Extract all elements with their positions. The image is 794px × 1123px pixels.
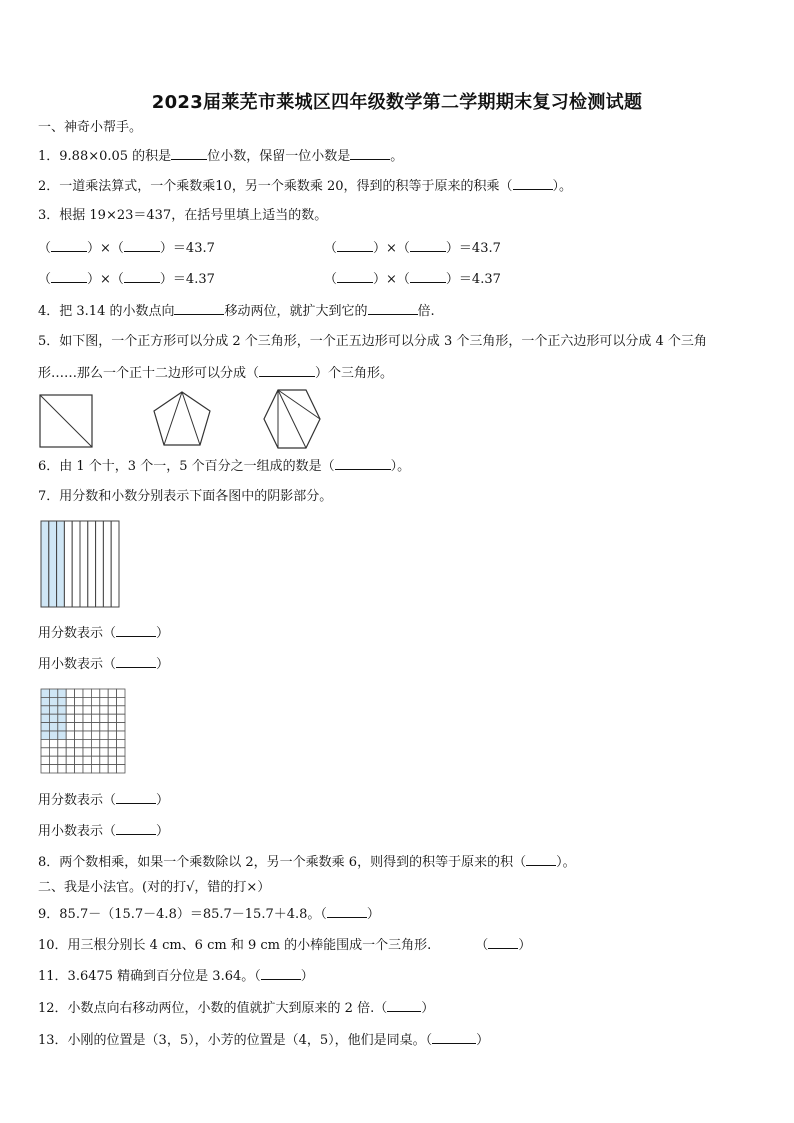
- grid-cell: [83, 756, 91, 764]
- grid-cell: [75, 697, 83, 705]
- grid-cell: [117, 706, 125, 714]
- q3-row-1-left: [38, 239, 215, 258]
- grid-cell: [75, 689, 83, 697]
- grid-cell: [75, 765, 83, 773]
- grid-cell: [83, 706, 91, 714]
- grid-cell: [66, 739, 74, 747]
- q3-result: ）＝4.37: [445, 272, 501, 287]
- q3-times: ）×（: [373, 241, 410, 256]
- strip: [111, 521, 119, 607]
- grid-cell: [100, 756, 108, 764]
- grid-cell: [108, 731, 116, 739]
- grid-cell: [100, 697, 108, 705]
- grid-cell: [41, 756, 49, 764]
- strip: [72, 521, 80, 607]
- decimal-label: 用小数表示（: [38, 824, 117, 839]
- q3-blank[interactable]: [410, 270, 446, 283]
- grid-cell: [75, 731, 83, 739]
- grid-cell: [91, 756, 99, 764]
- grid-cell: [117, 697, 125, 705]
- q3-blank[interactable]: [124, 270, 160, 283]
- q7-fig1-decimal: [38, 655, 169, 674]
- decimal-label: 用小数表示（: [38, 657, 117, 672]
- grid-cell: [91, 714, 99, 722]
- grid-cell: [83, 697, 91, 705]
- q2-text-b: ）。: [552, 179, 573, 194]
- q3-blank[interactable]: [337, 239, 373, 252]
- square-figure: [38, 393, 94, 449]
- grid-cell: [100, 723, 108, 731]
- grid-cell: [75, 748, 83, 756]
- strip-figure: [40, 520, 120, 608]
- shaded-cell: [41, 697, 49, 705]
- question-7-stem: 7．用分数和小数分别表示下面各图中的阴影部分。: [38, 489, 333, 504]
- shaded-cell: [41, 714, 49, 722]
- q3-row-2-left: [38, 270, 215, 289]
- grid-cell: [117, 765, 125, 773]
- grid-cell: [66, 756, 74, 764]
- shaded-strip: [57, 521, 65, 607]
- q9-text-b: ）: [366, 907, 380, 922]
- grid-cell: [66, 714, 74, 722]
- q8-text-b: ）。: [556, 855, 576, 870]
- grid-cell: [41, 739, 49, 747]
- q12-blank[interactable]: [387, 999, 421, 1012]
- q2-blank[interactable]: [513, 177, 553, 190]
- shaded-cell: [49, 731, 57, 739]
- shaded-cell: [58, 723, 66, 731]
- q9-blank[interactable]: [327, 905, 367, 918]
- q10-text-a: 10．用三根分别长 4 cm、6 cm 和 9 cm 的小棒能围成一个三角形.: [38, 938, 432, 953]
- grid-cell: [75, 756, 83, 764]
- grid-cell: [83, 765, 91, 773]
- close-paren: ）: [156, 626, 170, 641]
- q3-times: ）×（: [373, 272, 410, 287]
- q4-text-b: 移动两位，就扩大到它的: [224, 304, 368, 319]
- q3-blank[interactable]: [410, 239, 446, 252]
- q1-text-b: 位小数，保留一位小数是: [207, 149, 351, 164]
- q3-row-2-right: [324, 270, 501, 289]
- grid-cell: [66, 723, 74, 731]
- q5-text-b: 形……那么一个正十二边形可以分成（: [38, 366, 260, 381]
- grid-cell: [108, 748, 116, 756]
- grid-cell: [66, 697, 74, 705]
- q1-blank-2[interactable]: [350, 147, 390, 160]
- question-8: [38, 853, 576, 872]
- grid-cell: [108, 765, 116, 773]
- q2-text-a: 2．一道乘法算式，一个乘数乘10，另一个乘数乘 20，得到的积等于原来的积乘（: [38, 179, 513, 194]
- strip: [96, 521, 104, 607]
- grid-cell: [83, 689, 91, 697]
- q8-blank[interactable]: [526, 853, 556, 866]
- grid-cell: [91, 765, 99, 773]
- hexagon-figure: [260, 387, 324, 451]
- close-paren: ）: [156, 657, 170, 672]
- q3-paren: （: [38, 272, 52, 287]
- grid-cell: [75, 706, 83, 714]
- grid-cell: [91, 731, 99, 739]
- grid-cell: [117, 748, 125, 756]
- shaded-cell: [41, 689, 49, 697]
- shaded-cell: [58, 731, 66, 739]
- grid-cell: [100, 765, 108, 773]
- grid-figure: [40, 688, 126, 774]
- q3-result: ）＝4.37: [159, 272, 215, 287]
- grid-cell: [108, 723, 116, 731]
- shaded-strip: [49, 521, 57, 607]
- grid-cell: [66, 689, 74, 697]
- question-2: [38, 177, 572, 196]
- grid-cell: [108, 706, 116, 714]
- shaded-cell: [41, 723, 49, 731]
- strip: [80, 521, 88, 607]
- grid-cell: [117, 731, 125, 739]
- q4-text-c: 倍.: [417, 304, 435, 319]
- shaded-strip: [41, 521, 49, 607]
- close-paren: ）: [156, 824, 170, 839]
- q3-row-1-right: [324, 239, 501, 258]
- q3-paren: （: [324, 241, 338, 256]
- grid-cell: [108, 689, 116, 697]
- grid-cell: [75, 723, 83, 731]
- question-13: [38, 1031, 489, 1050]
- grid-cell: [91, 739, 99, 747]
- q10-paren: （: [475, 938, 489, 953]
- q4-blank-1[interactable]: [174, 302, 224, 315]
- q7-fig2-decimal: [38, 822, 169, 841]
- pentagon-figure: [150, 389, 214, 449]
- question-5-line-2: [38, 364, 393, 383]
- question-12: [38, 999, 434, 1018]
- grid-cell: [83, 731, 91, 739]
- question-5-line-1: 5．如下图，一个正方形可以分成 2 个三角形，一个正五边形可以分成 3 个三角形，一个正六边形可以分成 4 个三角: [38, 334, 707, 349]
- grid-cell: [49, 748, 57, 756]
- q10-close: ）: [518, 938, 532, 953]
- shaded-cell: [49, 689, 57, 697]
- q12-text-b: ）: [421, 1001, 435, 1016]
- q13-text-a: 13．小刚的位置是（3，5），小芳的位置是（4，5），他们是同桌。（: [38, 1033, 433, 1048]
- grid-cell: [66, 706, 74, 714]
- grid-cell: [83, 714, 91, 722]
- grid-cell: [66, 765, 74, 773]
- q3-blank[interactable]: [337, 270, 373, 283]
- grid-cell: [108, 697, 116, 705]
- q11-text-b: ）: [300, 969, 314, 984]
- grid-cell: [49, 756, 57, 764]
- shaded-cell: [41, 731, 49, 739]
- question-4: [38, 302, 435, 321]
- q6-text-a: 6．由 1 个十，3 个一，5 个百分之一组成的数是（: [38, 459, 335, 474]
- q8-text-a: 8．两个数相乘，如果一个乘数除以 2，另一个乘数乘 6，则得到的积等于原来的积（: [38, 855, 527, 870]
- q5-blank[interactable]: [259, 364, 315, 377]
- q7-blank[interactable]: [116, 624, 156, 637]
- fraction-label: 用分数表示（: [38, 626, 117, 641]
- grid-cell: [58, 748, 66, 756]
- grid-cell: [117, 739, 125, 747]
- grid-cell: [91, 706, 99, 714]
- q11-blank[interactable]: [261, 967, 301, 980]
- grid-cell: [41, 748, 49, 756]
- grid-cell: [100, 739, 108, 747]
- grid-cell: [100, 689, 108, 697]
- grid-cell: [75, 714, 83, 722]
- q7-fig1-fraction: [38, 624, 169, 643]
- q1-text-a: 1．9.88×0.05 的积是: [38, 149, 172, 164]
- question-6: [38, 457, 410, 476]
- q3-blank[interactable]: [51, 270, 87, 283]
- grid-cell: [66, 731, 74, 739]
- grid-cell: [108, 756, 116, 764]
- q7-blank[interactable]: [116, 822, 156, 835]
- q3-result: ）＝43.7: [159, 241, 215, 256]
- grid-cell: [108, 714, 116, 722]
- grid-cell: [117, 723, 125, 731]
- shaded-cell: [58, 697, 66, 705]
- grid-cell: [49, 739, 57, 747]
- grid-cell: [83, 723, 91, 731]
- q3-paren: （: [324, 272, 338, 287]
- section-1-heading: 一、神奇小帮手。: [38, 120, 143, 135]
- grid-cell: [49, 765, 57, 773]
- grid-cell: [100, 714, 108, 722]
- question-3-stem: 3．根据 19×23＝437，在括号里填上适当的数。: [38, 208, 328, 223]
- q3-paren: （: [38, 241, 52, 256]
- q13-text-b: ）: [476, 1033, 490, 1048]
- strip: [64, 521, 72, 607]
- question-1: [38, 147, 403, 166]
- grid-cell: [58, 765, 66, 773]
- grid-cell: [58, 739, 66, 747]
- grid-cell: [91, 689, 99, 697]
- grid-cell: [117, 689, 125, 697]
- shaded-cell: [49, 706, 57, 714]
- grid-cell: [100, 731, 108, 739]
- q3-times: ）×（: [87, 241, 124, 256]
- q11-text-a: 11．3.6475 精确到百分位是 3.64。（: [38, 969, 261, 984]
- grid-cell: [58, 756, 66, 764]
- shaded-cell: [58, 689, 66, 697]
- grid-cell: [91, 697, 99, 705]
- q7-blank[interactable]: [116, 791, 156, 804]
- section-2-heading: 二、我是小法官。(对的打√，错的打×）: [38, 880, 271, 895]
- q13-blank[interactable]: [432, 1031, 476, 1044]
- q4-blank-2[interactable]: [368, 302, 418, 315]
- page-title: 2023届莱芜市莱城区四年级数学第二学期期末复习检测试题: [151, 92, 643, 113]
- grid-cell: [91, 748, 99, 756]
- grid-cell: [91, 723, 99, 731]
- shaded-cell: [49, 697, 57, 705]
- grid-cell: [108, 739, 116, 747]
- grid-cell: [100, 706, 108, 714]
- close-paren: ）: [156, 793, 170, 808]
- grid-cell: [41, 765, 49, 773]
- q12-text-a: 12．小数点向右移动两位，小数的值就扩大到原来的 2 倍.（: [38, 1001, 388, 1016]
- shaded-cell: [49, 723, 57, 731]
- q5-text-c: ）个三角形。: [315, 366, 394, 381]
- question-11: [38, 967, 314, 986]
- q3-result: ）＝43.7: [445, 241, 501, 256]
- q1-text-c: 。: [390, 149, 404, 164]
- shaded-cell: [49, 714, 57, 722]
- strip: [103, 521, 111, 607]
- q4-text-a: 4．把 3.14 的小数点向: [38, 304, 175, 319]
- grid-cell: [66, 748, 74, 756]
- shaded-cell: [58, 706, 66, 714]
- q7-fig2-fraction: [38, 791, 169, 810]
- shaded-cell: [41, 706, 49, 714]
- grid-cell: [83, 748, 91, 756]
- grid-cell: [100, 748, 108, 756]
- q3-times: ）×（: [87, 272, 124, 287]
- fraction-label: 用分数表示（: [38, 793, 117, 808]
- shaded-cell: [58, 714, 66, 722]
- q10-blank[interactable]: [488, 936, 518, 949]
- q9-text-a: 9．85.7－（15.7－4.8）＝85.7－15.7＋4.8。（: [38, 907, 327, 922]
- question-10: [38, 936, 531, 955]
- grid-cell: [117, 756, 125, 764]
- q3-blank[interactable]: [51, 239, 87, 252]
- grid-cell: [117, 714, 125, 722]
- q1-blank-1[interactable]: [171, 147, 207, 160]
- q7-blank[interactable]: [116, 655, 156, 668]
- grid-cell: [75, 739, 83, 747]
- q3-blank[interactable]: [124, 239, 160, 252]
- q6-text-b: ）。: [390, 459, 411, 474]
- q6-blank[interactable]: [335, 457, 391, 470]
- question-9: [38, 905, 380, 924]
- strip: [88, 521, 96, 607]
- grid-cell: [83, 739, 91, 747]
